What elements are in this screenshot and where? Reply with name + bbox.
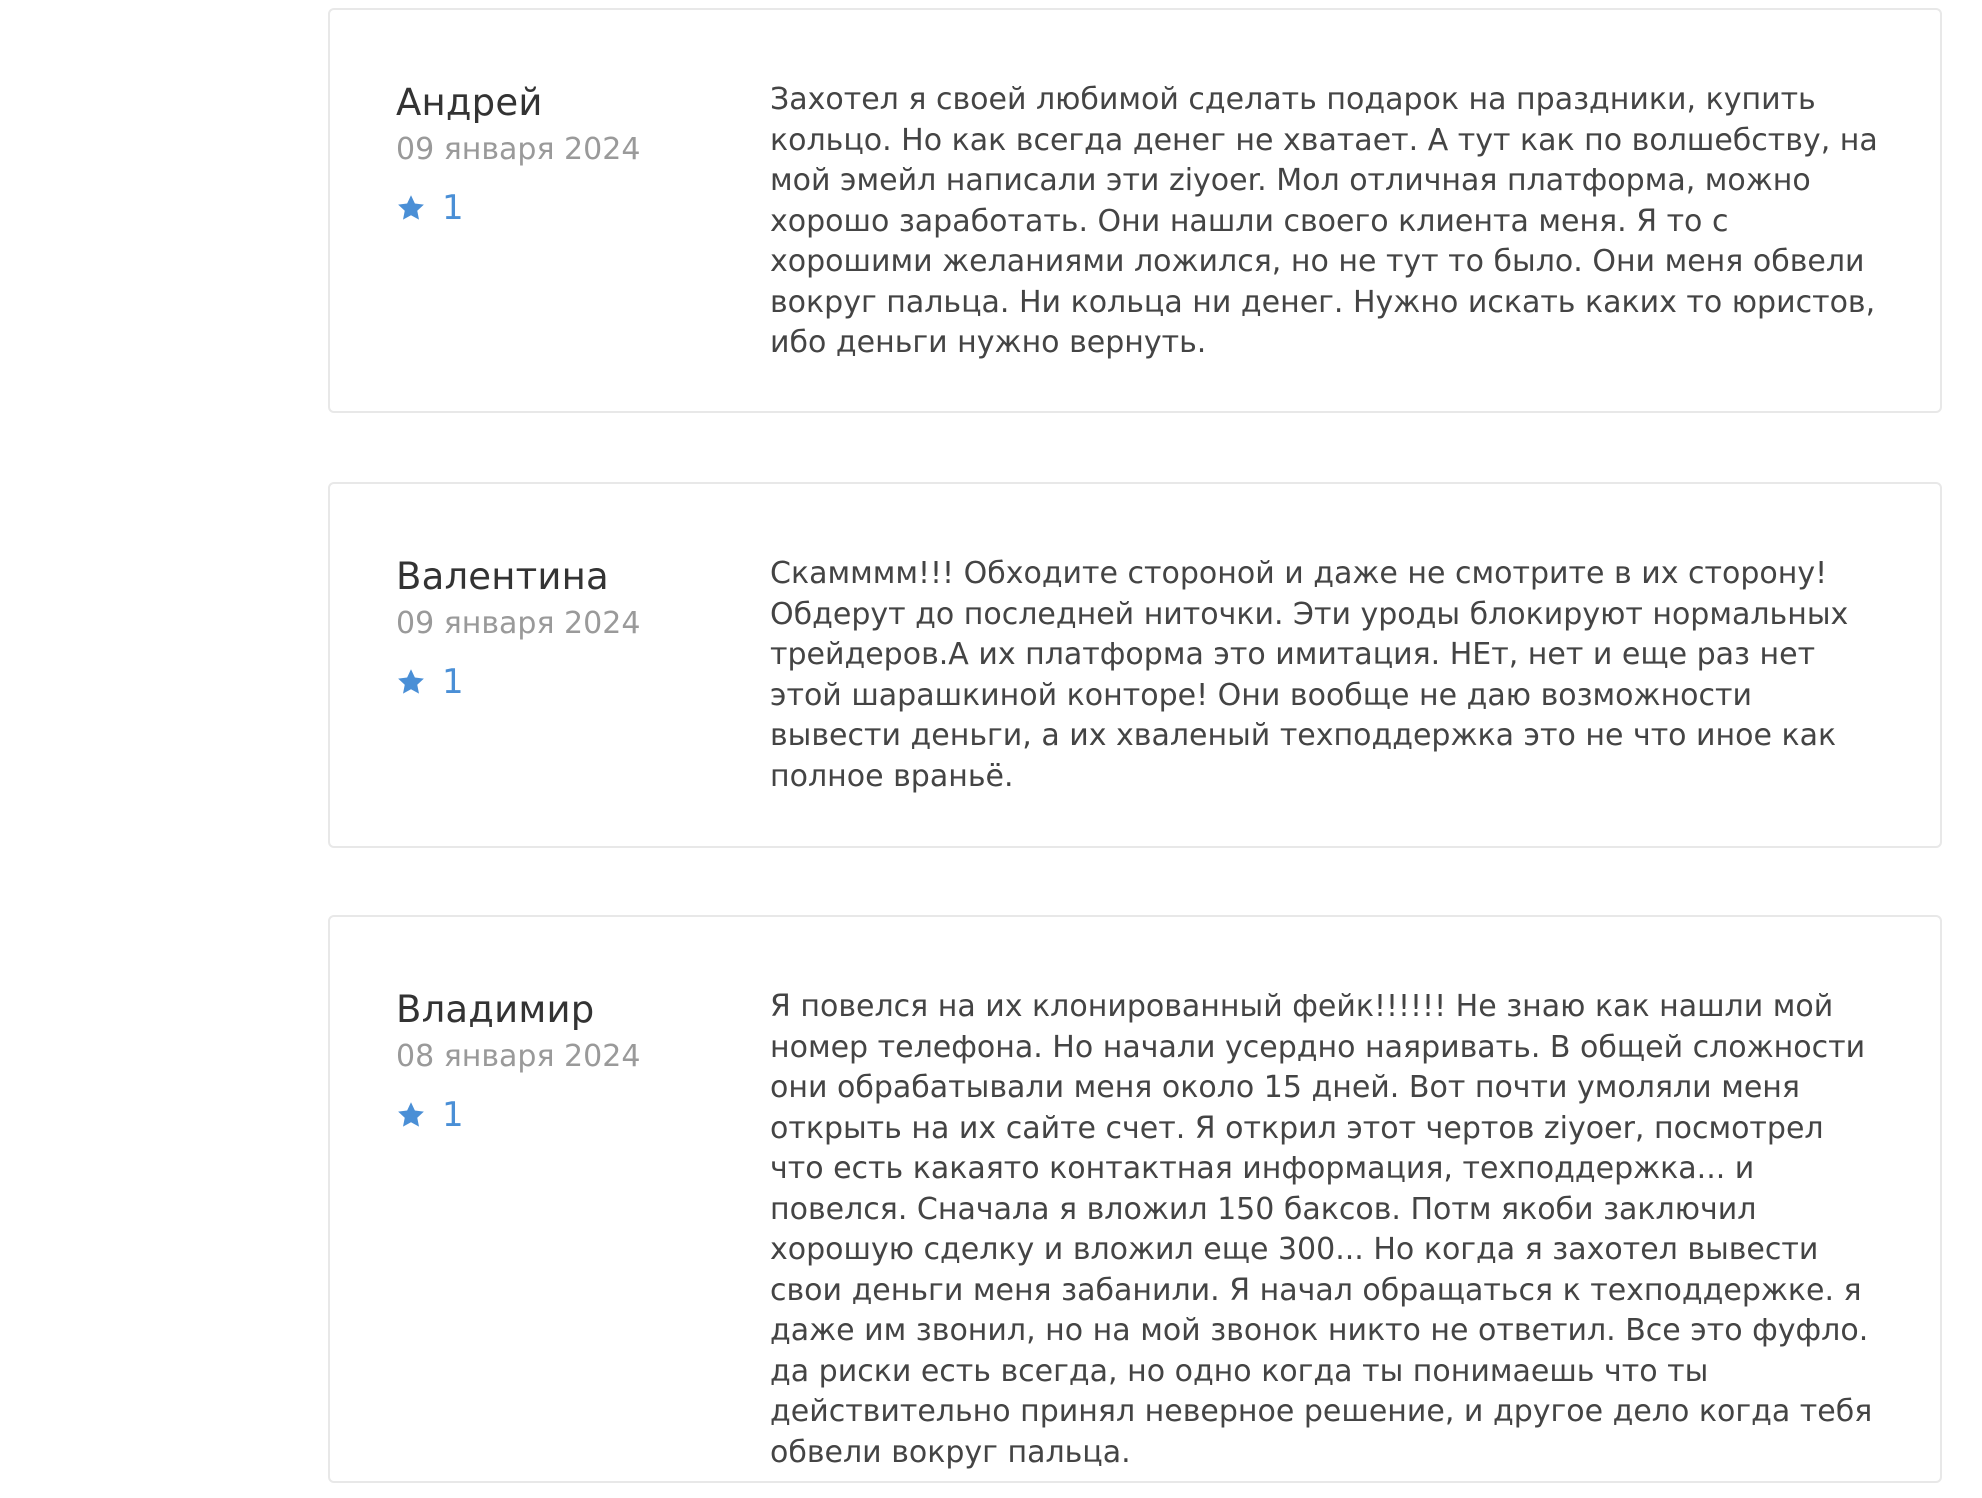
star-icon (396, 667, 426, 697)
rating-value: 1 (442, 1095, 464, 1135)
review-text: Я повелся на их клонированный фейк!!!!!! Не знаю как нашли мой номер телефона. Но начали усердно наяривать. В общей сложности они обрабатывали меня около 15 дней. Вот почти умоляли меня открыть на их сайте счет. Я открил этот чертов ziyoer, посмотрел что есть какаято контактная информация, техподдержка... и повелся. Сначала я вложил 150 баксов. Потм якоби заключил хорошую сделку и вложил еще 300... Но когда я захотел вывести свои деньги меня забанили. Я начал обращаться к техподдержке. я даже им звонил, но на мой звонок никто не ответил. Все это фуфло. да риски есть всегда, но одно когда ты понимаешь что ты действительно принял неверное решение, и другое дело когда тебя обвели вокруг пальца. (770, 989, 1873, 1470)
rating-value: 1 (442, 662, 464, 702)
rating-value: 1 (442, 188, 464, 228)
rating (396, 662, 716, 702)
author-name: Андрей (396, 81, 543, 124)
review-text: Захотел я своей любимой сделать подарок на праздники, купить кольцо. Но как всегда денег не хватает. А тут как по волшебству, на мой эмейл написали эти ziyoer. Мол отличная платформа, можно хорошо заработать. Они нашли своего клиента меня. Я то с хорошими желаниями ложился, но не тут то было. Они меня обвели вокруг пальца. Ни кольца ни денег. Нужно искать каких то юристов, ибо деньги нужно вернуть. (770, 82, 1878, 360)
author-name: Владимир (396, 988, 595, 1031)
rating (396, 1095, 716, 1135)
review-card (328, 8, 1942, 413)
review-date: 09 января 2024 (396, 132, 641, 167)
review-author-block (396, 987, 716, 1135)
review-author-block (396, 554, 716, 702)
review-author-block (396, 80, 716, 228)
review-date: 09 января 2024 (396, 606, 641, 641)
review-card (328, 915, 1942, 1483)
review-date: 08 января 2024 (396, 1039, 641, 1074)
star-icon (396, 1100, 426, 1130)
author-name: Валентина (396, 555, 609, 598)
star-icon (396, 193, 426, 223)
review-card (328, 482, 1942, 848)
rating (396, 188, 716, 228)
review-text: Скамммм!!! Обходите стороной и даже не смотрите в их сторону! Обдерут до последней ниточки. Эти уроды блокируют нормальных трейдеров.А их платформа это имитация. НЕт, нет и еще раз нет этой шарашкиной конторе! Они вообще не даю возможности вывести деньги, а их хваленый техподдержка это не что иное как полное враньё. (770, 556, 1849, 794)
